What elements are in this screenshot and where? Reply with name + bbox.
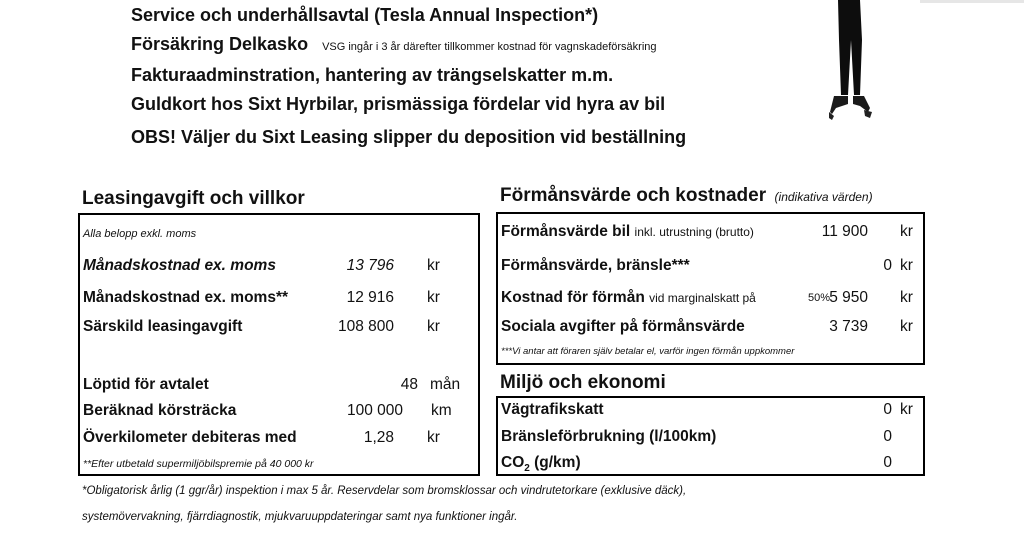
bullet-3: Fakturaadminstration, hantering av trängselskatter m.m. — [131, 65, 614, 85]
leasing-label-0: Månadskostnad ex. moms — [83, 257, 276, 274]
leasing-unit-4: km — [431, 402, 452, 419]
leasing-value-3: 48 — [400, 376, 418, 393]
leasing-value-4: 100 000 — [346, 402, 403, 419]
formans-label-1: Förmånsvärde, bränsle*** — [501, 257, 690, 274]
miljo-label-1: Bränsleförbrukning (l/100km) — [501, 428, 717, 445]
miljo-label-2 — [501, 454, 581, 474]
formans-value-3: 3 739 — [829, 318, 868, 335]
top-divider — [920, 0, 1024, 3]
bullet-2 — [131, 34, 657, 55]
miljo-label-2-sub: 2 — [524, 463, 530, 475]
leasing-label-1: Månadskostnad ex. moms** — [83, 289, 289, 306]
formans-label-2-main: Kostnad för förmån — [501, 289, 645, 306]
formans-title: Förmånsvärde och kostnader — [500, 185, 767, 206]
leasing-label-4: Beräknad körsträcka — [83, 402, 237, 419]
formans-pct: 50% — [808, 292, 831, 304]
miljo-label-0: Vägtrafikskatt — [501, 401, 604, 418]
formans-title-row — [500, 185, 873, 207]
leasing-label-3: Löptid för avtalet — [83, 376, 209, 393]
formans-unit-2: kr — [900, 289, 913, 306]
formans-title-note: (indikativa värden) — [774, 190, 873, 204]
formans-label-2 — [501, 289, 756, 307]
person-image — [820, 0, 880, 125]
formans-label-2-sub: vid marginalskatt på — [649, 291, 756, 305]
miljo-value-1: 0 — [883, 428, 892, 445]
formans-value-2: 5 950 — [829, 289, 868, 306]
leasing-unit-5: kr — [427, 429, 440, 446]
leasing-unit-3: mån — [430, 376, 461, 393]
bullet-4: Guldkort hos Sixt Hyrbilar, prismässiga fördelar vid hyra av bil — [131, 94, 666, 114]
leasing-unit-2: kr — [427, 318, 440, 335]
bullet-5: OBS! Väljer du Sixt Leasing slipper du deposition vid beställning — [131, 127, 687, 147]
formans-unit-3: kr — [900, 318, 913, 335]
leasing-value-1: 12 916 — [346, 289, 394, 306]
leasing-box — [78, 213, 480, 476]
miljo-label-2-main: CO — [501, 454, 525, 471]
miljo-value-2: 0 — [883, 454, 892, 471]
leasing-unit-1: kr — [427, 289, 440, 306]
leasing-note-bottom: **Efter utbetald supermiljöbilspremie på 40 000 kr — [83, 458, 314, 470]
formans-label-3: Sociala avgifter på förmånsvärde — [501, 318, 745, 335]
formans-label-0-sub: inkl. utrustning (brutto) — [634, 225, 754, 239]
formans-note: ***Vi antar att föraren själv betalar el, varför ingen förmån uppkommer — [501, 346, 795, 357]
leasing-note-top: Alla belopp exkl. moms — [83, 228, 197, 240]
leasing-title: Leasingavgift och villkor — [82, 188, 305, 209]
leasing-value-2: 108 800 — [337, 318, 394, 335]
formans-unit-0: kr — [900, 223, 913, 240]
formans-box — [496, 212, 925, 365]
footnote-line-1: *Obligatorisk årlig (1 ggr/år) inspektion i max 5 år. Reservdelar som bromsklossar och vindrutetorkare (exklusive däck), — [82, 485, 687, 497]
leasing-label-5: Överkilometer debiteras med — [83, 429, 297, 446]
leasing-value-5: 1,28 — [363, 429, 394, 446]
bullet-2-note: VSG ingår i 3 år därefter tillkommer kostnad för vagnskadeförsäkring — [322, 41, 657, 53]
formans-label-0 — [501, 223, 754, 241]
leasing-value-0: 13 796 — [346, 257, 394, 274]
miljo-label-2-tail: (g/km) — [529, 454, 581, 471]
formans-value-0: 11 900 — [821, 223, 868, 240]
footnote-line-2: systemövervakning, fjärrdiagnostik, mjukvaruuppdateringar samt nya funktioner ingår. — [82, 511, 518, 523]
formans-label-0-main: Förmånsvärde bil — [501, 223, 631, 240]
bullet-2-text: Försäkring Delkasko — [131, 34, 309, 54]
formans-unit-1: kr — [900, 257, 913, 274]
miljo-box — [496, 396, 925, 476]
miljo-value-0: 0 — [883, 401, 892, 418]
leasing-unit-0: kr — [427, 257, 440, 274]
miljo-title: Miljö och ekonomi — [500, 372, 666, 393]
formans-value-1: 0 — [883, 257, 892, 274]
bullet-1: Service och underhållsavtal (Tesla Annual Inspection*) — [131, 5, 599, 25]
leasing-label-2: Särskild leasingavgift — [83, 318, 243, 335]
miljo-unit-0: kr — [900, 401, 913, 418]
